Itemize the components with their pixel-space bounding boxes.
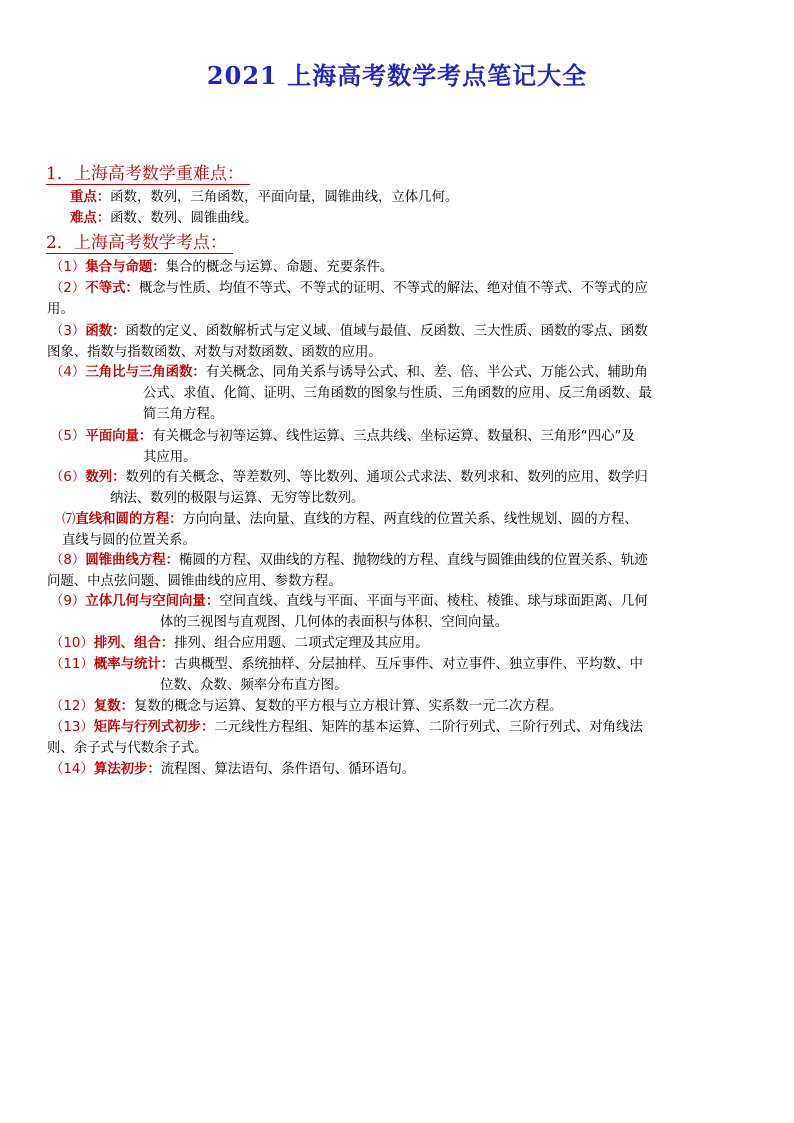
- topic-label: 排列、组合：: [93, 636, 175, 651]
- topic-7-cont: 直线与圆的位置关系。: [62, 533, 196, 548]
- topic-text: 有关概念与初等运算、线性运算、三点共线、坐标运算、数量积、三角形“四心”及: [152, 429, 635, 444]
- topic-number: （12）: [50, 699, 94, 714]
- topic-8: [50, 550, 648, 571]
- topic-6: [50, 467, 648, 488]
- topic-number: （14）: [50, 762, 94, 777]
- topic-label: 矩阵与行列式初步：: [93, 720, 215, 735]
- topic-13: [50, 717, 643, 738]
- topic-text: 集合的概念与运算、命题、充要条件。: [165, 260, 394, 275]
- focus-label: 重点：: [70, 190, 111, 205]
- topic-6-cont: 纳法、数列的极限与运算、无穷等比数列。: [110, 491, 365, 506]
- topic-number: （5）: [50, 429, 86, 444]
- topic-label: 算法初步：: [93, 762, 161, 777]
- topic-label: 三角比与三角函数：: [85, 365, 206, 380]
- topic-text: 椭圆的方程、双曲线的方程、抛物线的方程、直线与圆锥曲线的位置关系、轨迹: [179, 553, 648, 568]
- topic-4-cont: 公式、求值、化简、证明、三角函数的图象与性质、三角函数的应用、反三角函数、最: [143, 386, 652, 401]
- topic-text: 二元线性方程组、矩阵的基本运算、二阶行列式、三阶行列式、对角线法: [214, 720, 643, 735]
- topic-text: 排列、组合应用题、二项式定理及其应用。: [174, 636, 429, 651]
- topic-label: 不等式：: [85, 281, 139, 296]
- topic-4-cont: 简三角方程。: [143, 407, 224, 422]
- topic-label: 复数：: [93, 699, 134, 714]
- topic-number: （8）: [50, 553, 86, 568]
- topic-number: （6）: [50, 470, 86, 485]
- topic-2-cont: 用。: [47, 302, 74, 317]
- topic-number: （9）: [50, 594, 86, 609]
- topic-label: 平面向量：: [85, 429, 153, 444]
- difficulty-label: 难点：: [70, 211, 111, 226]
- topic-number: （11）: [50, 657, 94, 672]
- topic-label: 概率与统计：: [93, 657, 175, 672]
- topic-14: [50, 759, 415, 780]
- topic-3: [50, 321, 648, 342]
- topic-label: 集合与命题：: [85, 260, 166, 275]
- topic-number: （3）: [50, 324, 86, 339]
- topic-text: 复数的概念与运算、复数的平方根与立方根计算、实系数一元二次方程。: [134, 699, 563, 714]
- topic-2: [50, 278, 648, 299]
- topic-8-cont: 问题、中点弦问题、圆锥曲线的应用、参数方程。: [47, 574, 342, 589]
- topic-text: 数列的有关概念、等差数列、等比数列、通项公式求法、数列求和、数列的应用、数学归: [125, 470, 648, 485]
- topic-7: [62, 509, 638, 530]
- topic-11: [50, 654, 643, 675]
- section-2-heading: 2．上海高考数学考点：: [46, 233, 233, 254]
- difficulty-line: [70, 208, 257, 229]
- difficulty-text: 函数、数列、圆锥曲线。: [110, 211, 258, 226]
- topic-text: 空间直线、直线与平面、平面与平面、棱柱、棱锥、球与球面距离、几何: [219, 594, 648, 609]
- focus-line: [70, 187, 458, 208]
- topic-number: （1）: [50, 260, 86, 275]
- focus-text: 函数，数列，三角函数，平面向量，圆锥曲线，立体几何。: [110, 190, 459, 205]
- topic-4: [50, 362, 648, 383]
- topic-number: （10）: [50, 636, 94, 651]
- topic-label: 圆锥曲线方程：: [85, 553, 180, 568]
- topic-11-cont: 位数、众数、频率分布直方图。: [160, 678, 348, 693]
- topic-13-cont: 则、余子式与代数余子式。: [47, 741, 208, 756]
- topic-10: [50, 633, 429, 654]
- topic-text: 概念与性质、均值不等式、不等式的证明、不等式的解法、绝对值不等式、不等式的应: [138, 281, 648, 296]
- topic-number: （4）: [50, 365, 86, 380]
- section-1-heading: 1．上海高考数学重难点：: [46, 164, 250, 185]
- topic-text: 流程图、算法语句、条件语句、循环语句。: [160, 762, 416, 777]
- topic-number: （13）: [50, 720, 94, 735]
- topic-number: ⑺: [62, 512, 76, 527]
- topic-9: [50, 591, 648, 612]
- topic-12: [50, 696, 563, 717]
- topic-1: [50, 257, 393, 278]
- page-title: 2021 上海高考数学考点笔记大全: [206, 61, 588, 90]
- topic-5: [50, 426, 635, 447]
- topic-text: 函数的定义、函数解析式与定义域、值域与最值、反函数、三大性质、函数的零点、函数: [125, 324, 648, 339]
- topic-text: 方向向量、法向量、直线的方程、两直线的位置关系、线性规划、圆的方程、: [182, 512, 638, 527]
- topic-3-cont: 图象、指数与指数函数、对数与对数函数、函数的应用。: [47, 345, 382, 360]
- topic-label: 数列：: [85, 470, 126, 485]
- topic-number: （2）: [50, 281, 86, 296]
- topic-text: 有关概念、同角关系与诱导公式、和、差、倍、半公式、万能公式、辅助角: [205, 365, 648, 380]
- topic-label: 立体几何与空间向量：: [85, 594, 220, 609]
- topic-5-cont: 其应用。: [143, 450, 197, 465]
- topic-label: 直线和圆的方程：: [75, 512, 183, 527]
- topic-text: 古典概型、系统抽样、分层抽样、互斥事件、对立事件、独立事件、平均数、中: [174, 657, 643, 672]
- topic-9-cont: 体的三视图与直观图、几何体的表面积与体积、空间向量。: [160, 615, 509, 630]
- topic-label: 函数：: [85, 324, 126, 339]
